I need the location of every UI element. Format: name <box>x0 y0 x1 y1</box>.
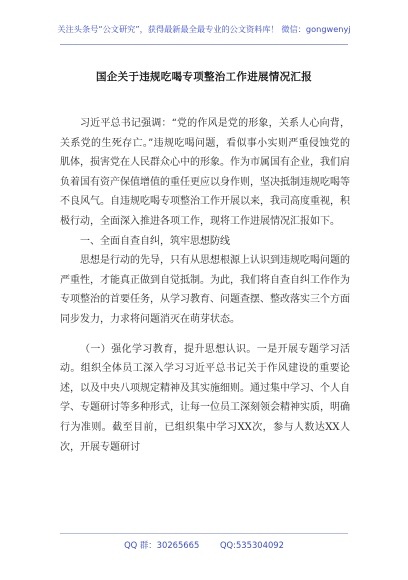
paragraph-section-1: 思想是行动的先导，只有从思想根源上认识到违规吃喝问题的严重性，才能真正做到自觉抵制。为此，我们将自查自纠工作作为专项整治的首要任务，从学习教育、问题查摆、整改落实三个方面同步发力，力求将问题消灭在萌芽状态。 <box>60 255 350 325</box>
qq-group-number: QQ 群：30265665 <box>124 540 200 550</box>
footer-divider <box>60 533 348 534</box>
paragraph-intro: 习近平总书记强调：“党的作风是党的形象，关系人心向背，关系党的生死存亡。”违规吃喝问题，看似事小实则严重侵蚀党的肌体，损害党在人民群众心中的形象。作为市属国有企业，我们肩负着国有资产保值增值的重任更应以身作则，坚决抵制违规吃喝等不良风气。自违规吃喝专项整治工作开展以来，我司高度重视，积极行动，全面深入推进各项工作，现将工作进展情况汇报如下。 <box>60 118 350 227</box>
footer-contact <box>0 539 408 551</box>
document-body <box>60 114 350 457</box>
header-divider <box>60 44 348 45</box>
header-banner: 关注头条号“公文研究”，获得最新最全最专业的公文资料库！ 微信：gongwenyj <box>57 24 351 34</box>
document-title: 国企关于违规吃喝专项整治工作进展情况汇报 <box>96 71 312 83</box>
qq-number: QQ:535304092 <box>219 540 284 550</box>
paragraph-subsection-1: （一）强化学习教育，提升思想认识。一是开展专题学习活动。组织全体员工深入学习习近平总书记关于作风建设的重要论述，以及中央八项规定精神及其实施细则。通过集中学习、个人自学、专题研讨等多种形式，让每一位员工深刻领会精神实质，明确行为准则。截至目前，已组织集中学习XX次，参与人数达XX人次，开展专题研讨 <box>60 343 350 453</box>
section-heading-1: 一、全面自查自纠，筑牢思想防线 <box>80 235 230 247</box>
